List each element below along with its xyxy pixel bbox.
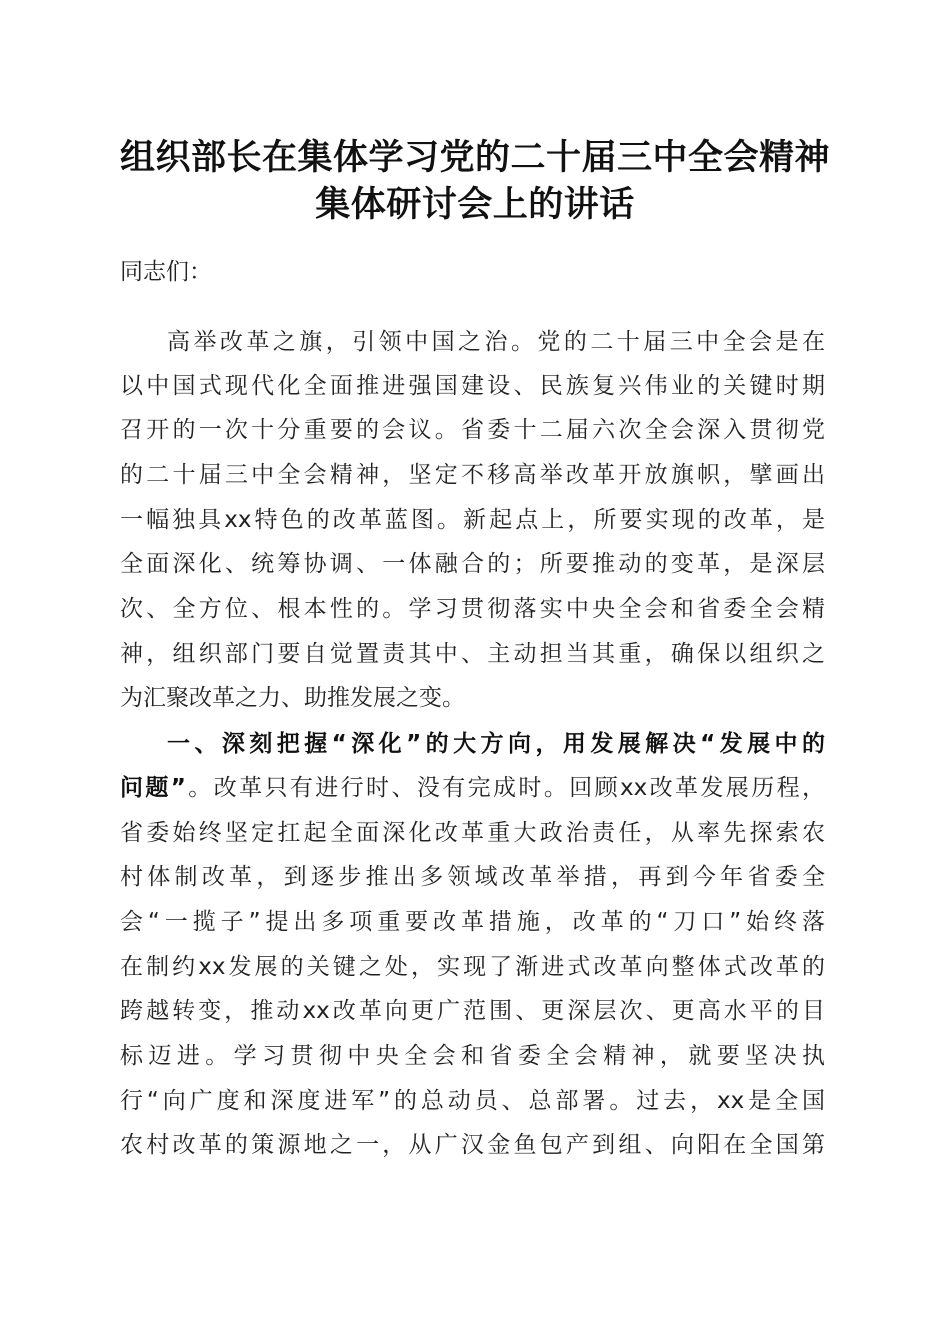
section-heading: 一、深刻把握“深化”的大方向，用发展解决“发展中的 bbox=[167, 731, 825, 757]
salutation: 同志们： bbox=[120, 259, 212, 285]
section-body-start: 。改革只有进行时、没有完成时。回顾xx改革发展历程， bbox=[185, 775, 825, 801]
paragraph-line: 高举改革之旗，引领中国之治。党的二十届三中全会是在 bbox=[167, 329, 825, 355]
paragraph-line: 行“向广度和深度进军”的总动员、总部署。过去，xx是全国 bbox=[120, 1088, 825, 1114]
paragraph-line: 标迈进。学习贯彻中央全会和省委全会精神，就要坚决执 bbox=[120, 1043, 825, 1069]
document-title-line-2: 集体研讨会上的讲话 bbox=[315, 184, 635, 225]
document-title-line-1: 组织部长在集体学习党的二十届三中全会精神 bbox=[119, 137, 830, 178]
paragraph-line: 会“一揽子”提出多项重要改革措施，改革的“刀口”始终落 bbox=[120, 909, 825, 935]
paragraph-line: 次、全方位、根本性的。学习贯彻落实中央全会和省委全会精 bbox=[120, 596, 825, 622]
paragraph-line: 神，组织部门要自觉置责其中、主动担当其重，确保以组织之 bbox=[120, 641, 825, 667]
paragraph-line: 农村改革的策源地之一，从广汉金鱼包产到组、向阳在全国第 bbox=[120, 1132, 825, 1158]
paragraph-line: 在制约xx发展的关键之处，实现了渐进式改革向整体式改革的 bbox=[120, 954, 825, 980]
paragraph-line: 村体制改革，到逐步推出多领域改革举措，再到今年省委全 bbox=[120, 864, 825, 890]
paragraph-line: 为汇聚改革之力、助推发展之变。 bbox=[120, 685, 465, 711]
paragraph-line: 省委始终坚定扛起全面深化改革重大政治责任，从率先探索农 bbox=[120, 820, 825, 846]
paragraph-line: 的二十届三中全会精神，坚定不移高举改革开放旗帜，擘画出 bbox=[120, 462, 825, 488]
paragraph-line: 跨越转变，推动xx改革向更广范围、更深层次、更高水平的目 bbox=[120, 998, 825, 1024]
section-heading-tail: 问题” bbox=[120, 775, 186, 801]
section-heading-continuation bbox=[120, 773, 825, 803]
paragraph-line: 召开的一次十分重要的会议。省委十二届六次全会深入贯彻党 bbox=[120, 417, 825, 443]
paragraph-line: 全面深化、统筹协调、一体融合的；所要推动的变革，是深层 bbox=[120, 551, 825, 577]
paragraph-line: 以中国式现代化全面推进强国建设、民族复兴伟业的关键时期 bbox=[120, 373, 825, 399]
paragraph-line: 一幅独具xx特色的改革蓝图。新起点上，所要实现的改革，是 bbox=[120, 507, 825, 533]
